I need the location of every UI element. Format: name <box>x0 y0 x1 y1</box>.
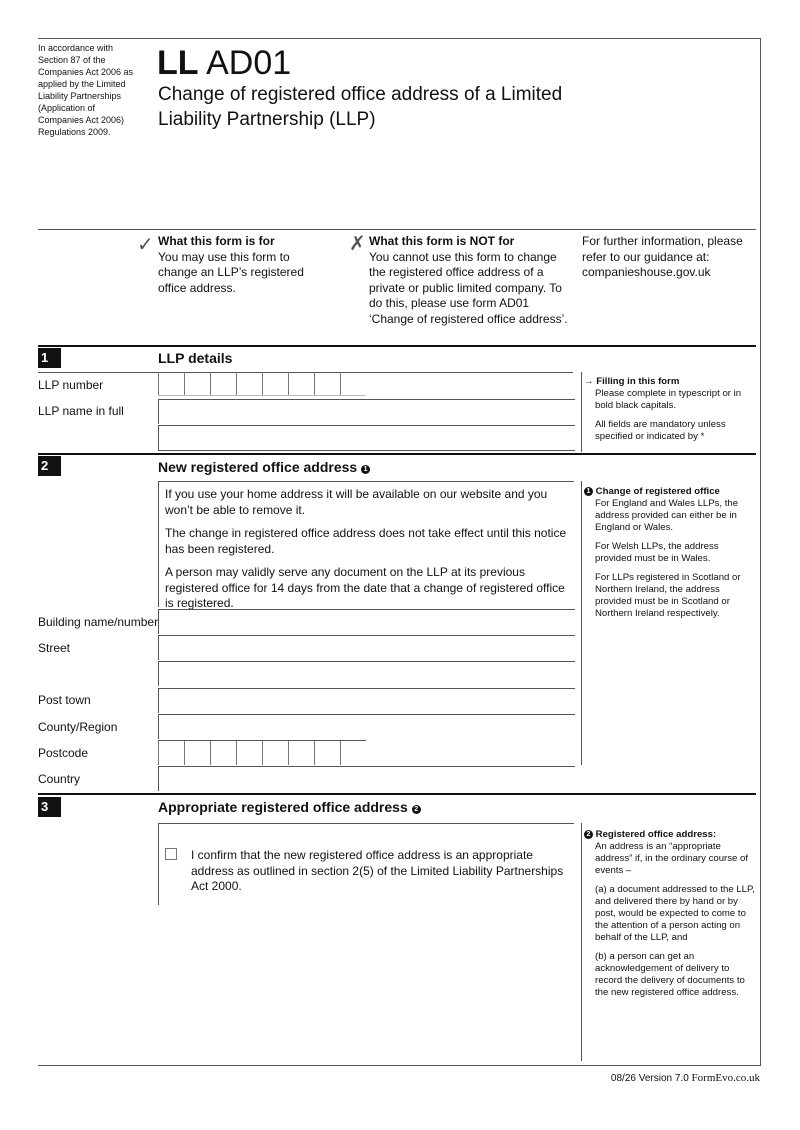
country-label: Country <box>38 772 81 786</box>
cross-icon: ✗ <box>349 233 366 255</box>
footer <box>560 1072 760 1084</box>
llp-name-label: LLP name in full <box>38 404 124 418</box>
section3-note: 2 Registered office address: An address is an “appropriate address” if, in the ordinary course of events – (a) a document addressed to the LLP, and delivered there by hand or by post, would be expected to come to the attention of a person acting on behalf of the LLP, and (b) a person can get an acknowledgement of delivery to record the delivery of documents to the new registered office address. <box>584 829 756 1006</box>
right-border <box>760 38 761 1066</box>
postcode-field[interactable] <box>158 740 366 765</box>
section2-title: New registered office address 1 <box>158 459 370 475</box>
form-code: LL AD01 <box>157 44 292 82</box>
post-town-field[interactable] <box>158 688 575 713</box>
section3-title: Appropriate registered office address 2 <box>158 799 421 815</box>
post-town-label: Post town <box>38 693 91 707</box>
llp-name-field-line1[interactable] <box>158 399 575 424</box>
llp-name-field-line2[interactable] <box>158 425 575 451</box>
section3-note-rule <box>581 823 582 1061</box>
section3-left-rule <box>158 823 159 905</box>
confirm-checkbox[interactable] <box>165 848 177 860</box>
confirm-text: I confirm that the new registered office address is an appropriate address as outlined in section 2(5) of the Limited Liability Partnerships Act 2000. <box>191 848 564 893</box>
street-label: Street <box>38 641 71 655</box>
page-title: Change of registered office address of a Limited Liability Partnership (LLP) <box>158 84 563 130</box>
section1-note-rule <box>581 372 582 452</box>
intro-divider <box>38 229 756 230</box>
what-for-block: What this form is for You may use this form to change an LLP’s registered office address. <box>158 234 304 295</box>
section1-note: → Filling in this form Please complete in typescript or in bold black capitals. All fields are mandatory unless specified or indicated by * <box>584 376 742 442</box>
section3-rule <box>38 793 756 795</box>
section2-note: 1 Change of registered office For England and Wales LLPs, the address provided can either be in England or Wales. For Welsh LLPs, the address provided must be in Wales. For LLPs registered in Scotland or Northern Ireland, the address provided must be in Scotland or Northern Ireland respectively. <box>584 486 756 627</box>
footer-rule <box>38 1065 761 1066</box>
section2-rule <box>38 453 756 455</box>
section3-number: 3 <box>38 797 61 817</box>
legal-note: In accordance with Section 87 of the Companies Act 2006 as applied by the Limited Liability Partnerships (Application of Companies Act 2006) Regulations 2009. <box>38 43 134 137</box>
county-field[interactable] <box>158 714 575 739</box>
tick-icon: ✓ <box>137 234 154 256</box>
street-field-line1[interactable] <box>158 635 575 660</box>
llp-number-label: LLP number <box>38 378 104 392</box>
building-field[interactable] <box>158 609 575 634</box>
section1-number: 1 <box>38 348 61 368</box>
section2-note-rule <box>581 481 582 765</box>
top-border <box>38 38 761 39</box>
version-label: 08/26 Version 7.0 <box>610 1073 689 1084</box>
country-field[interactable] <box>158 766 575 791</box>
note-marker-icon: 2 <box>584 830 593 839</box>
not-for-block: What this form is NOT for You cannot use this form to change the registered office address of a private or public limited company. To do this, please use form AD01 ‘Change of registered office address’. <box>369 234 568 326</box>
building-label: Building name/number <box>38 615 159 629</box>
section3-divider <box>158 823 574 824</box>
street-field-line2[interactable] <box>158 661 575 686</box>
info-block: For further information, please refer to our guidance at: companieshouse.gov.uk <box>582 234 743 279</box>
postcode-label: Postcode <box>38 746 89 760</box>
section1-title: LLP details <box>158 350 233 366</box>
note-marker-icon: 1 <box>361 465 370 474</box>
section1-rule <box>38 345 756 347</box>
county-label: County/Region <box>38 720 118 734</box>
section2-number: 2 <box>38 456 61 476</box>
llp-number-field[interactable] <box>158 372 366 396</box>
note-marker-icon: 2 <box>412 805 421 814</box>
section2-info-box: If you use your home address it will be available on our website and you won’t be able to remove it. The change in registered office address does not take effect until this notice has been registered. A person may validly serve any document on the LLP at its previous registered office for 14 days from the date that a change of registered office is registered. <box>158 481 575 607</box>
brand-label: FormEvo.co.uk <box>691 1072 760 1084</box>
note-marker-icon: 1 <box>584 487 593 496</box>
arrow-icon: → <box>584 376 594 387</box>
